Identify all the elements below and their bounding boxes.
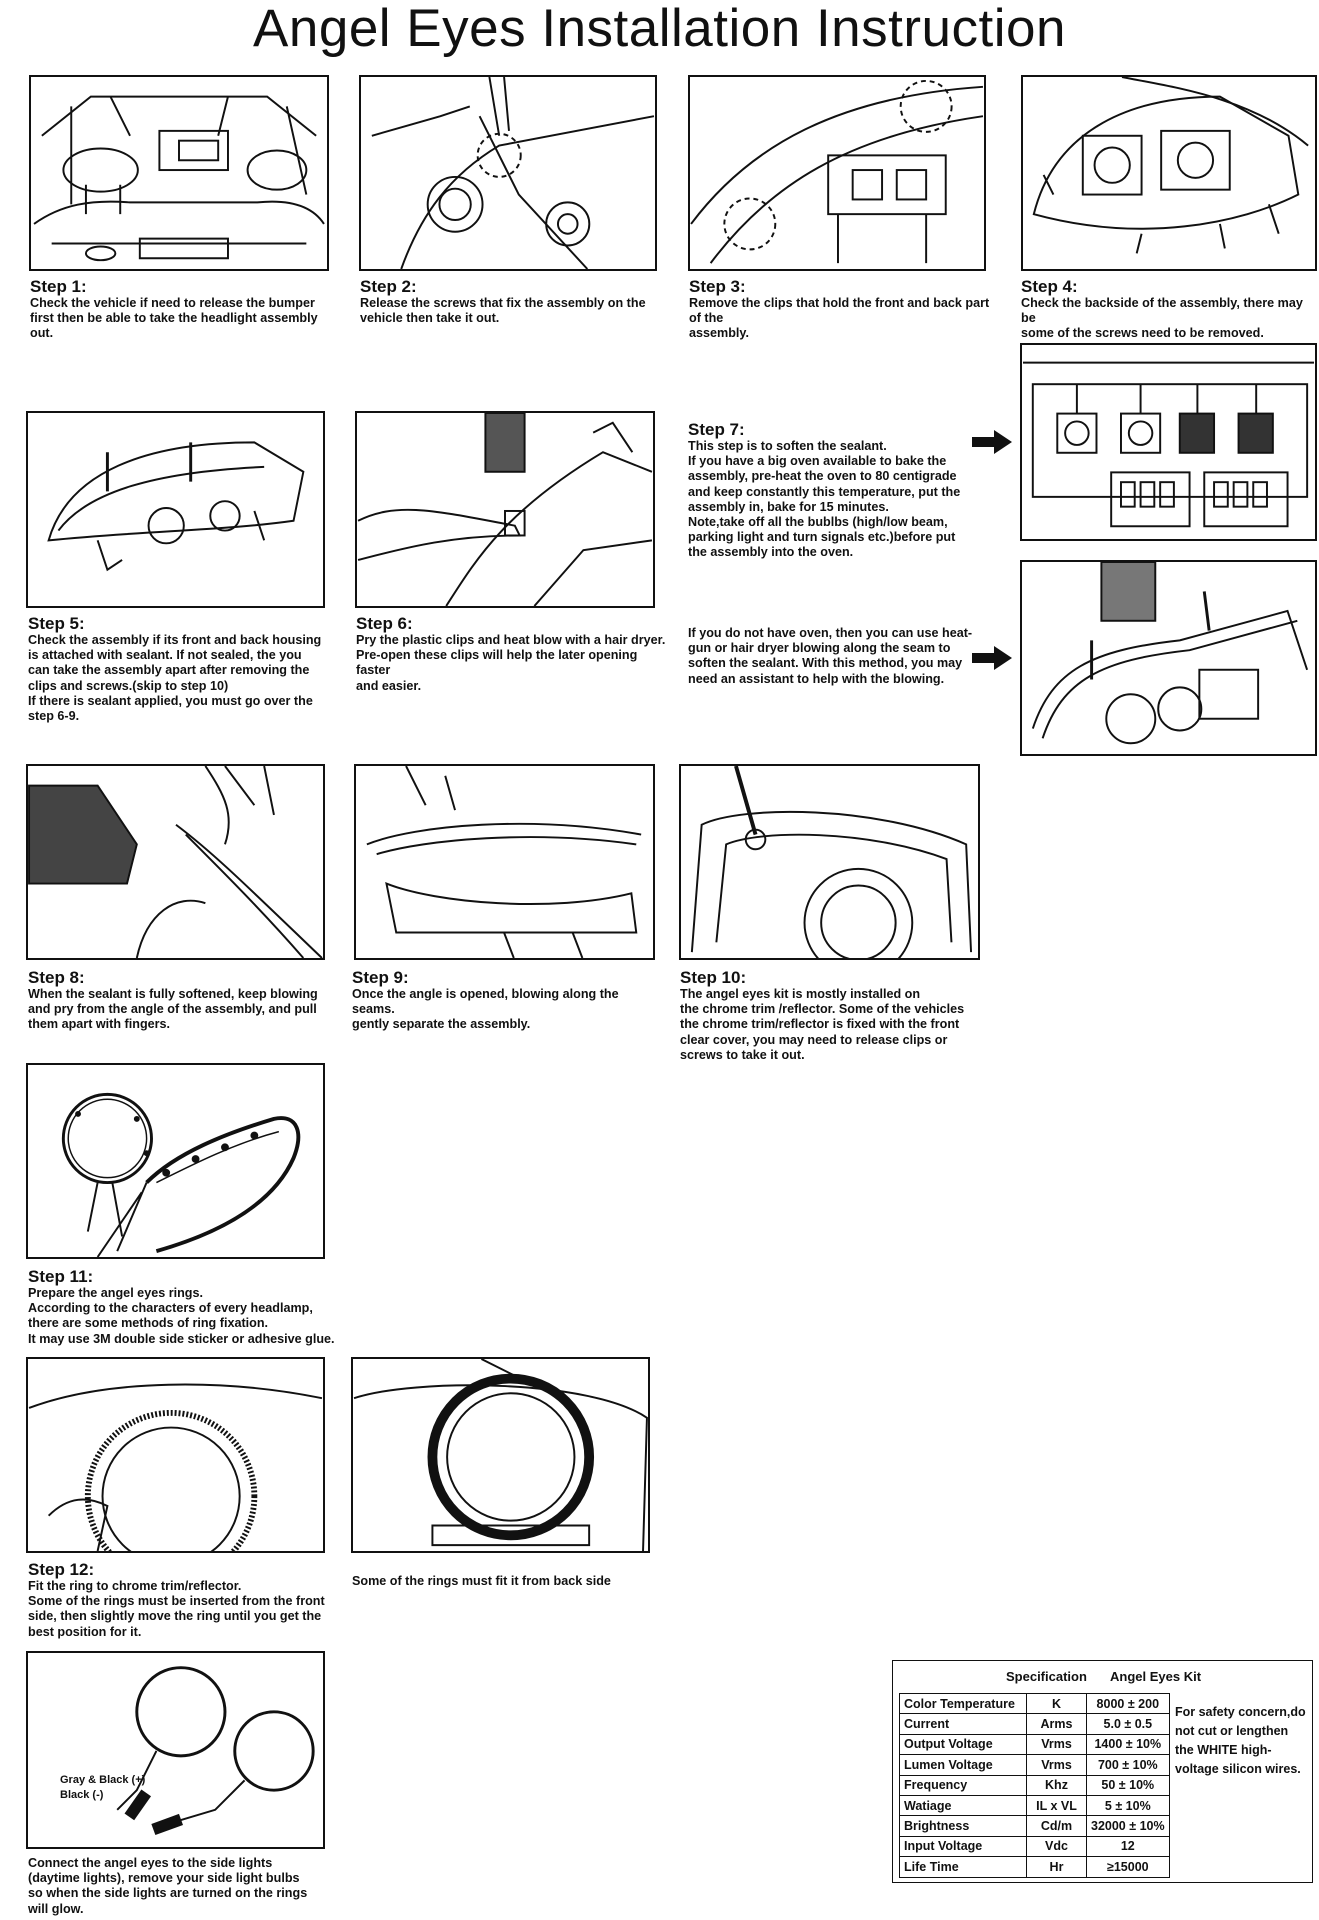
step11-illustration — [26, 1063, 325, 1259]
spec-grid — [899, 1693, 1170, 1878]
step1-heading: Step 1: — [30, 277, 87, 296]
step9-body: Once the angle is opened, blowing along the seams. gently separate the assembly. — [352, 987, 619, 1032]
arrow-right-icon — [972, 430, 1012, 454]
step4-heading: Step 4: — [1021, 277, 1078, 296]
step9-heading: Step 9: — [352, 968, 409, 987]
table-row: Color Temperature K 8000 ± 200 — [900, 1694, 1170, 1714]
step4-body: Check the backside of the assembly, there may be some of the screws need to be removed. — [1021, 296, 1303, 341]
step11-heading: Step 11: — [28, 1267, 94, 1286]
table-row: Current Arms 5.0 ± 0.5 — [900, 1714, 1170, 1734]
screw-removal-drawing — [361, 77, 655, 269]
wiring-illustration — [26, 1651, 325, 1849]
table-row: Lumen Voltage Vrms 700 ± 10% — [900, 1755, 1170, 1775]
step7-body: This step is to soften the sealant. If you have a big oven available to bake the assembly, pre-heat the oven to 80 centigrade and keep constantly this temperature, put the assembly in, bake for 15 minutes. Note,take off all the bublbs (high/low beam, parking light and turn signals etc.)before put the assembly into the oven. — [688, 439, 961, 560]
car-front-drawing — [31, 77, 327, 269]
step9-text — [352, 968, 662, 1033]
step11-text — [28, 1267, 348, 1347]
step6-body: Pry the plastic clips and heat blow with a hair dryer. Pre-open these clips will help the later opening faster and easier. — [356, 633, 666, 693]
wiring-connection-drawing — [28, 1653, 323, 1847]
wiring-text — [28, 1856, 328, 1917]
angel-eye-rings-drawing — [28, 1065, 323, 1257]
step7-alt-body: If you do not have oven, then you can use heat- gun or hair dryer blowing along the seam to soften the sealant. With this method, you may need an assistant to help with the blowing. — [688, 626, 973, 686]
step6-illustration — [355, 411, 655, 608]
step4-illustration — [1021, 75, 1317, 271]
step10-illustration — [679, 764, 980, 960]
step10-body: The angel eyes kit is mostly installed on the chrome trim /reflector. Some of the vehicles the chrome trim/reflector is fixed with the front clear cover, you may need to release clips or screws to take it out. — [680, 987, 965, 1062]
table-row: Output Voltage Vrms 1400 ± 10% — [900, 1734, 1170, 1754]
step9-illustration — [354, 764, 655, 960]
step4-text — [1021, 277, 1319, 342]
wire-label-positive: Gray & Black (+) — [60, 1774, 146, 1786]
step7-alt-text — [688, 626, 978, 687]
step12-body: Fit the ring to chrome trim/reflector. Some of the rings must be inserted from the front side, then slightly move the ring until you get the best position for it. — [28, 1579, 325, 1639]
step12-heading: Step 12: — [28, 1560, 95, 1579]
step2-illustration — [359, 75, 657, 271]
step2-body: Release the screws that fix the assembly on the vehicle then take it out. — [360, 296, 646, 326]
table-row: Brightness Cd/m 32000 ± 10% — [900, 1816, 1170, 1836]
pry-apart-drawing — [28, 766, 323, 958]
step8-illustration — [26, 764, 325, 960]
sealed-housing-drawing — [28, 413, 323, 606]
heat-gun-illustration — [1020, 560, 1317, 756]
wiring-body: Connect the angel eyes to the side lights (daytime lights), remove your side light bulbs so when the side lights are turned on the rings will glow. — [28, 1856, 308, 1916]
table-row: Input Voltage Vdc 12 — [900, 1836, 1170, 1856]
step8-text — [28, 968, 328, 1033]
oven-illustration — [1020, 343, 1317, 541]
spec-header: Specification — [1006, 1669, 1087, 1684]
step3-heading: Step 3: — [689, 277, 746, 296]
chrome-trim-drawing — [681, 766, 978, 958]
hair-dryer-clips-drawing — [357, 413, 653, 606]
step3-body: Remove the clips that hold the front and back part of the assembly. — [689, 296, 990, 341]
step2-heading: Step 2: — [360, 277, 417, 296]
oven-controls-drawing — [1022, 345, 1315, 539]
back-fit-text — [352, 1574, 652, 1589]
step12-text — [28, 1560, 328, 1640]
arrow-right-icon — [972, 646, 1012, 670]
step8-body: When the sealant is fully softened, keep blowing and pry from the angle of the assembly, and pull them apart with fingers. — [28, 987, 318, 1032]
step5-body: Check the assembly if its front and back housing is attached with sealant. If not sealed, the you can take the assembly apart after removing the clips and screws.(skip to step 10) If there is sealant applied, you must go over the step 6-9. — [28, 633, 322, 724]
table-row: Frequency Khz 50 ± 10% — [900, 1775, 1170, 1795]
step1-body: Check the vehicle if need to release the bumper first then be able to take the headlight assembly out. — [30, 296, 318, 341]
table-row: Life Time Hr ≥15000 — [900, 1857, 1170, 1877]
step7-text — [688, 420, 978, 561]
clip-removal-drawing — [690, 77, 984, 269]
step5-text — [28, 614, 328, 724]
step10-text — [680, 968, 980, 1063]
table-row: Watiage IL x VL 5 ± 10% — [900, 1795, 1170, 1815]
step7-heading: Step 7: — [688, 420, 745, 439]
separate-assembly-drawing — [356, 766, 653, 958]
step8-heading: Step 8: — [28, 968, 85, 987]
step1-illustration — [29, 75, 329, 271]
step10-heading: Step 10: — [680, 968, 747, 987]
back-fit-illustration — [351, 1357, 650, 1553]
step1-text — [30, 277, 330, 342]
page-title: Angel Eyes Installation Instruction — [253, 0, 1066, 58]
kit-header: Angel Eyes Kit — [1110, 1669, 1202, 1684]
step11-body: Prepare the angel eyes rings. According to the characters of every headlamp, there are some methods of ring fixation. It may use 3M double side sticker or adhesive glue. — [28, 1286, 335, 1346]
assembly-back-drawing — [1023, 77, 1315, 269]
step6-text — [356, 614, 666, 694]
step5-illustration — [26, 411, 325, 608]
step6-heading: Step 6: — [356, 614, 413, 633]
safety-note: For safety concern,do not cut or lengthen the WHITE high-voltage silicon wires. — [1175, 1705, 1306, 1776]
spec-table — [892, 1660, 1313, 1883]
fit-ring-back-drawing — [353, 1359, 648, 1551]
step3-illustration — [688, 75, 986, 271]
step2-text — [360, 277, 660, 326]
wire-label-negative: Black (-) — [60, 1789, 104, 1801]
step12-illustration — [26, 1357, 325, 1553]
step5-heading: Step 5: — [28, 614, 85, 633]
fit-ring-front-drawing — [28, 1359, 323, 1551]
step3-text — [689, 277, 999, 342]
heat-gun-seam-drawing — [1022, 562, 1315, 754]
back-fit-body: Some of the rings must fit it from back side — [352, 1574, 611, 1588]
